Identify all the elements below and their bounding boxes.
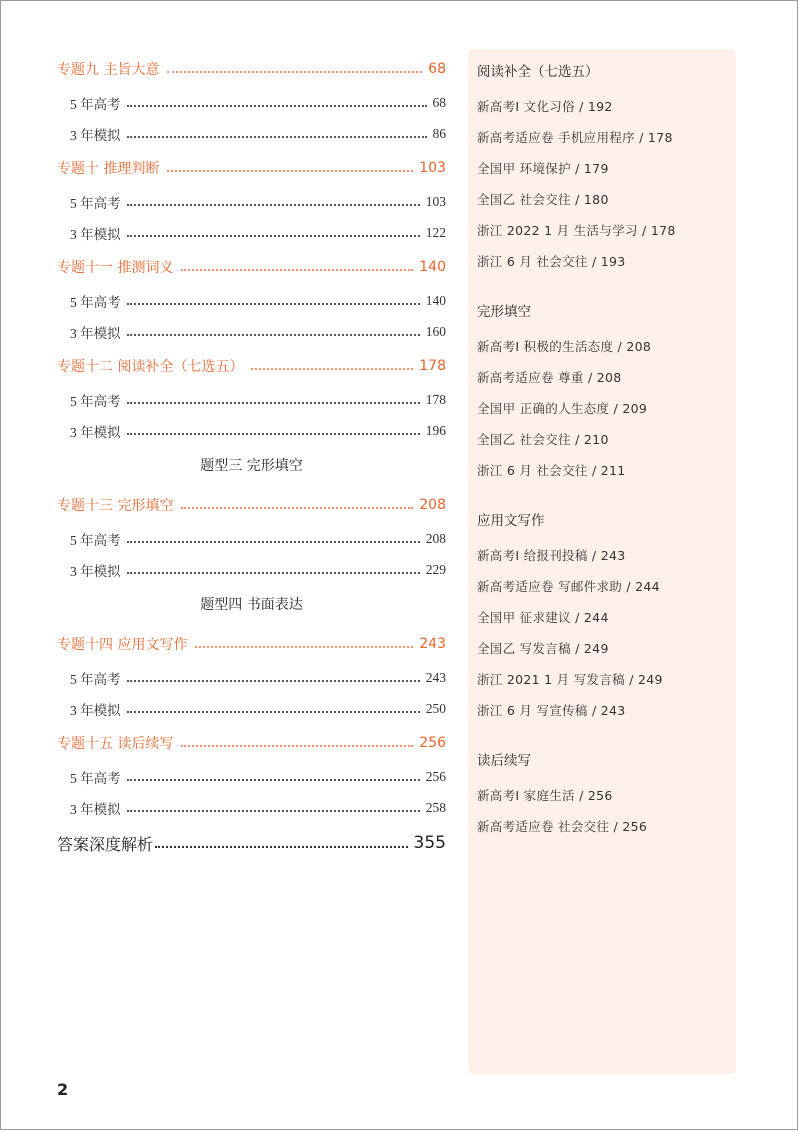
sub-label: 3 年模拟 xyxy=(70,325,121,341)
sub-label: 5 年高考 xyxy=(70,96,121,112)
toc-sub-row[interactable] xyxy=(57,217,446,248)
toc-sub-row[interactable] xyxy=(57,693,446,724)
toc-topic-11[interactable] xyxy=(57,248,446,285)
toc-sub-row[interactable] xyxy=(57,118,446,149)
dot-leader xyxy=(127,333,420,336)
toc-topic-9[interactable] xyxy=(57,50,446,87)
sub-label: 5 年高考 xyxy=(70,532,121,548)
toc-topic-14[interactable] xyxy=(57,625,446,662)
sub-label: 3 年模拟 xyxy=(70,226,121,242)
dot-leader xyxy=(155,845,408,848)
panel-group-reading xyxy=(477,59,736,277)
dot-leader xyxy=(127,104,427,107)
sub-label: 5 年高考 xyxy=(70,393,121,409)
exam-entry[interactable]: 浙江 2022 1 月 生活与学习 / 178 xyxy=(477,223,676,238)
exam-entry[interactable]: 全国乙 社会交往 / 180 xyxy=(477,192,609,207)
sub-page: 178 xyxy=(425,391,446,407)
sub-label: 5 年高考 xyxy=(70,294,121,310)
exam-entry[interactable]: 新高考Ⅰ 家庭生活 / 256 xyxy=(477,788,613,803)
exam-entry[interactable]: 新高考适应卷 尊重 / 208 xyxy=(477,370,622,385)
sub-page: 243 xyxy=(425,669,446,685)
toc-sub-row[interactable] xyxy=(57,792,446,823)
topic-page: 140 xyxy=(419,258,446,275)
section-title-writing: 题型四 书面表达 xyxy=(200,597,303,613)
topic-title: 专题十 推理判断 xyxy=(57,160,160,177)
toc-sub-row[interactable] xyxy=(57,415,446,446)
exam-entry[interactable]: 浙江 2021 1 月 写发言稿 / 249 xyxy=(477,672,663,687)
sub-label: 5 年高考 xyxy=(70,770,121,786)
topic-title: 专题九 主旨大意 xyxy=(57,61,160,78)
topic-title: 专题十五 读后续写 xyxy=(57,735,174,752)
page-number: 2 xyxy=(57,1080,69,1099)
topic-title: 专题十一 推测词义 xyxy=(57,259,174,276)
exam-entry[interactable]: 浙江 6 月 社会交往 / 211 xyxy=(477,463,626,478)
toc-sub-row[interactable] xyxy=(57,523,446,554)
dot-leader xyxy=(127,571,420,574)
sub-page: 196 xyxy=(425,422,446,438)
toc-sub-row[interactable] xyxy=(57,186,446,217)
dot-leader xyxy=(251,367,413,370)
dot-leader xyxy=(127,203,420,206)
sub-label: 5 年高考 xyxy=(70,195,121,211)
dot-leader xyxy=(167,70,422,73)
exam-entry[interactable]: 全国甲 征求建议 / 244 xyxy=(477,610,609,625)
answer-label: 答案深度解析 xyxy=(57,834,154,854)
panel-group-cloze xyxy=(477,299,736,486)
panel-group-continuation-writing xyxy=(477,748,736,842)
exam-entry[interactable]: 新高考Ⅰ 积极的生活态度 / 208 xyxy=(477,339,652,354)
exam-entry[interactable]: 全国乙 写发言稿 / 249 xyxy=(477,641,609,656)
toc-sub-row[interactable] xyxy=(57,384,446,415)
toc-topic-12[interactable] xyxy=(57,347,446,384)
sub-label: 3 年模拟 xyxy=(70,563,121,579)
exam-entry[interactable]: 浙江 6 月 社会交往 / 193 xyxy=(477,254,626,269)
sub-page: 250 xyxy=(425,700,446,716)
sub-page: 68 xyxy=(432,94,446,110)
sub-page: 229 xyxy=(425,561,446,577)
dot-leader xyxy=(127,432,420,435)
sub-page: 208 xyxy=(425,530,446,546)
toc-sub-row[interactable] xyxy=(57,761,446,792)
dot-leader xyxy=(167,169,413,172)
answer-page: 355 xyxy=(413,833,446,853)
group-title: 阅读补全（七选五） xyxy=(477,64,599,80)
dot-leader xyxy=(127,809,420,812)
exam-entry[interactable]: 浙江 6 月 写宣传稿 / 243 xyxy=(477,703,626,718)
exam-entry[interactable]: 新高考适应卷 写邮件求助 / 244 xyxy=(477,579,660,594)
dot-leader xyxy=(181,506,413,509)
sub-page: 258 xyxy=(425,799,446,815)
exam-entry[interactable]: 全国乙 社会交往 / 210 xyxy=(477,432,609,447)
toc-topic-10[interactable] xyxy=(57,149,446,186)
toc-sub-row[interactable] xyxy=(57,316,446,347)
sub-label: 3 年模拟 xyxy=(70,702,121,718)
topic-page: 178 xyxy=(419,357,446,374)
dot-leader xyxy=(127,778,420,781)
sub-label: 3 年模拟 xyxy=(70,127,121,143)
group-title: 读后续写 xyxy=(477,753,531,769)
sub-page: 86 xyxy=(432,125,446,141)
sub-page: 122 xyxy=(425,224,446,240)
dot-leader xyxy=(127,302,420,305)
dot-leader xyxy=(127,540,420,543)
topic-page: 243 xyxy=(419,635,446,652)
group-title: 完形填空 xyxy=(477,304,531,320)
dot-leader xyxy=(127,401,420,404)
exam-entry[interactable]: 新高考Ⅰ 文化习俗 / 192 xyxy=(477,99,613,114)
exam-entry[interactable]: 全国甲 正确的人生态度 / 209 xyxy=(477,401,648,416)
sub-page: 140 xyxy=(425,292,446,308)
exam-entry[interactable]: 新高考适应卷 手机应用程序 / 178 xyxy=(477,130,673,145)
toc-sub-row[interactable] xyxy=(57,87,446,118)
dot-leader xyxy=(181,268,413,271)
toc-topic-15[interactable] xyxy=(57,724,446,761)
group-title: 应用文写作 xyxy=(477,513,545,529)
topic-title: 专题十四 应用文写作 xyxy=(57,636,188,653)
sub-label: 3 年模拟 xyxy=(70,801,121,817)
topic-title: 专题十二 阅读补全（七选五） xyxy=(57,358,244,375)
sub-label: 5 年高考 xyxy=(70,671,121,687)
exam-entry[interactable]: 新高考Ⅰ 给报刊投稿 / 243 xyxy=(477,548,626,563)
exam-entry[interactable]: 全国甲 环境保护 / 179 xyxy=(477,161,609,176)
dot-leader xyxy=(127,710,420,713)
toc-sub-row[interactable] xyxy=(57,662,446,693)
dot-leader xyxy=(181,744,413,747)
toc-sub-row[interactable] xyxy=(57,554,446,585)
panel-group-practical-writing xyxy=(477,508,736,726)
topic-page: 208 xyxy=(419,496,446,513)
exam-entry[interactable]: 新高考适应卷 社会交往 / 256 xyxy=(477,819,648,834)
topic-title: 专题十三 完形填空 xyxy=(57,497,174,514)
topic-page: 103 xyxy=(419,159,446,176)
topic-page: 256 xyxy=(419,734,446,751)
dot-leader xyxy=(127,679,420,682)
table-of-contents xyxy=(57,50,446,863)
topic-page: 68 xyxy=(428,60,446,77)
exam-index-panel xyxy=(468,49,736,1074)
sub-page: 103 xyxy=(425,193,446,209)
toc-topic-13[interactable] xyxy=(57,486,446,523)
dot-leader xyxy=(127,135,427,138)
toc-sub-row[interactable] xyxy=(57,285,446,316)
sub-page: 160 xyxy=(425,323,446,339)
toc-answer-analysis[interactable] xyxy=(57,823,446,863)
sub-page: 256 xyxy=(425,768,446,784)
dot-leader xyxy=(127,234,420,237)
sub-label: 3 年模拟 xyxy=(70,424,121,440)
section-title-cloze: 题型三 完形填空 xyxy=(200,458,303,474)
dot-leader xyxy=(195,645,413,648)
